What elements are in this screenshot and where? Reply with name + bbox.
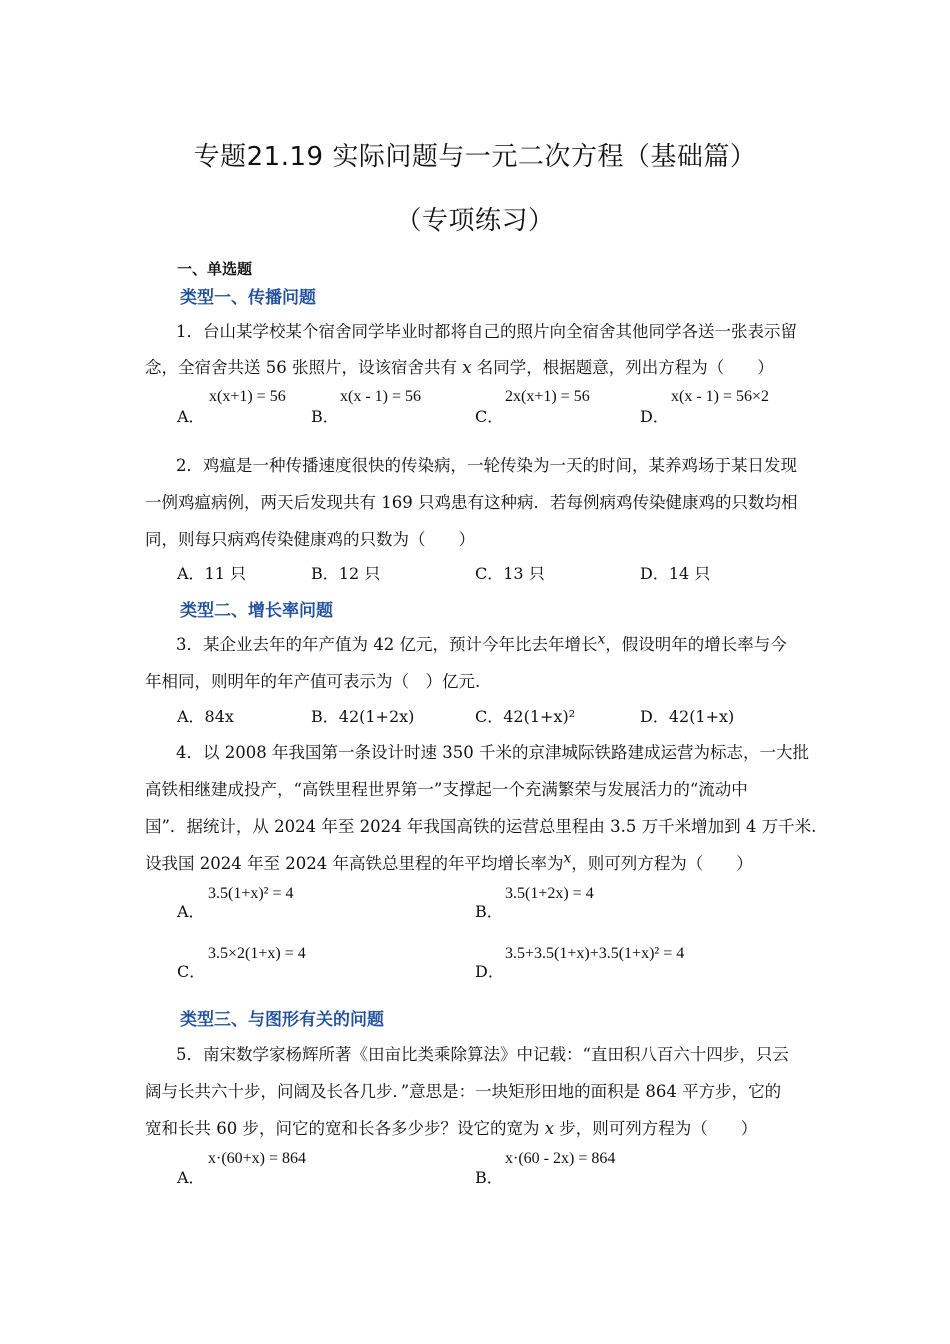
question-5-line-3: 宽和长共 60 步，问它的宽和长各多少步？设它的宽为 x 步，则可列方程为（ ）: [145, 1119, 758, 1138]
q5-option-a-label: A．: [177, 1168, 205, 1187]
q5-option-b-label: B．: [475, 1168, 503, 1187]
q1-option-c-expr: 2x(x+1) = 56: [505, 388, 590, 405]
q4-option-a-expr: 3.5(1+x)² = 4: [208, 885, 294, 902]
q3-option-b: B．42(1+2x): [311, 707, 415, 726]
q2-option-d: D．14 只: [640, 564, 711, 583]
q1-option-b-label: B．: [311, 407, 339, 426]
type-heading-1: 类型一、传播问题: [180, 288, 316, 308]
q2-option-a: A．11 只: [177, 564, 247, 583]
q5-option-a-expr: x·(60+x) = 864: [208, 1150, 307, 1167]
q1-option-c-label: C．: [475, 407, 504, 426]
q4-option-d-expr: 3.5+3.5(1+x)+3.5(1+x)² = 4: [505, 945, 685, 962]
question-5-line-1: 5．南宋数学家杨辉所著《田亩比类乘除算法》中记载：“直田积八百六十四步，只云: [176, 1045, 789, 1064]
question-5-line-2: 阔与长共六十步，问阔及长各几步．”意思是：一块矩形田地的面积是 864 平方步，它的: [145, 1082, 782, 1101]
q1-option-b-expr: x(x - 1) = 56: [340, 388, 422, 405]
q4-option-c-label: C．: [177, 962, 206, 981]
q4-option-c-expr: 3.5×2(1+x) = 4: [208, 945, 306, 962]
question-4-line-3: 国”．据统计，从 2024 年至 2024 年我国高铁的运营总里程由 3.5 万千米增加到 4 万千米.: [145, 817, 817, 836]
q2-option-c: C．13 只: [475, 564, 545, 583]
question-4-line-1: 4．以 2008 年我国第一条设计时速 350 千米的京津城际铁路建成运营为标志，一大批: [176, 743, 809, 762]
type-heading-3: 类型三、与图形有关的问题: [180, 1010, 384, 1030]
q3-option-c: C．42(1+x)²: [475, 707, 576, 726]
question-2-line-3: 同，则每只病鸡传染健康鸡的只数为（ ）: [145, 530, 475, 549]
page-title: 专题21.19 实际问题与一元二次方程（基础篇）: [193, 142, 757, 172]
q4-option-b-label: B．: [475, 902, 503, 921]
q1-option-d-expr: x(x - 1) = 56×2: [671, 388, 770, 405]
q3-option-a: A．84x: [177, 707, 234, 726]
q1-option-a-label: A．: [177, 407, 205, 426]
q2-option-b: B．12 只: [311, 564, 381, 583]
question-4-line-4: 设我国 2024 年至 2024 年高铁总里程的年平均增长率为$^x$，则可列方程为（ ）: [145, 850, 753, 873]
question-3-line-1: 3．某企业去年的年产值为 42 亿元，预计今年比去年增长$^x$，假设明年的增长率与今: [176, 631, 787, 654]
question-1-line-1: 1．台山某学校某个宿舍同学毕业时都将自己的照片向全宿舍其他同学各送一张表示留: [176, 322, 797, 341]
question-4-line-2: 高铁相继建成投产，“高铁里程世界第一”支撑起一个充满繁荣与发展活力的“流动中: [145, 780, 748, 799]
question-1-line-2: 念，全宿舍共送 56 张照片，设该宿舍共有 x 名同学，根据题意，列出方程为（ ）: [145, 358, 774, 377]
section-heading: 一、单选题: [177, 260, 253, 278]
page-subtitle: （专项练习）: [395, 206, 555, 236]
q4-option-a-label: A．: [177, 902, 205, 921]
q1-option-d-label: D．: [640, 407, 669, 426]
q4-option-d-label: D．: [475, 962, 504, 981]
question-2-line-2: 一例鸡瘟病例，两天后发现共有 169 只鸡患有这种病．若每例病鸡传染健康鸡的只数均相: [145, 493, 798, 512]
question-2-line-1: 2．鸡瘟是一种传播速度很快的传染病，一轮传染为一天的时间，某养鸡场于某日发现: [176, 456, 797, 475]
type-heading-2: 类型二、增长率问题: [180, 601, 333, 621]
q3-option-d: D．42(1+x): [640, 707, 735, 726]
question-3-line-2: 年相同，则明年的年产值可表示为（ ）亿元.: [145, 672, 481, 691]
q1-option-a-expr: x(x+1) = 56: [209, 388, 286, 405]
q5-option-b-expr: x·(60 - 2x) = 864: [505, 1150, 616, 1167]
q4-option-b-expr: 3.5(1+2x) = 4: [505, 885, 594, 902]
